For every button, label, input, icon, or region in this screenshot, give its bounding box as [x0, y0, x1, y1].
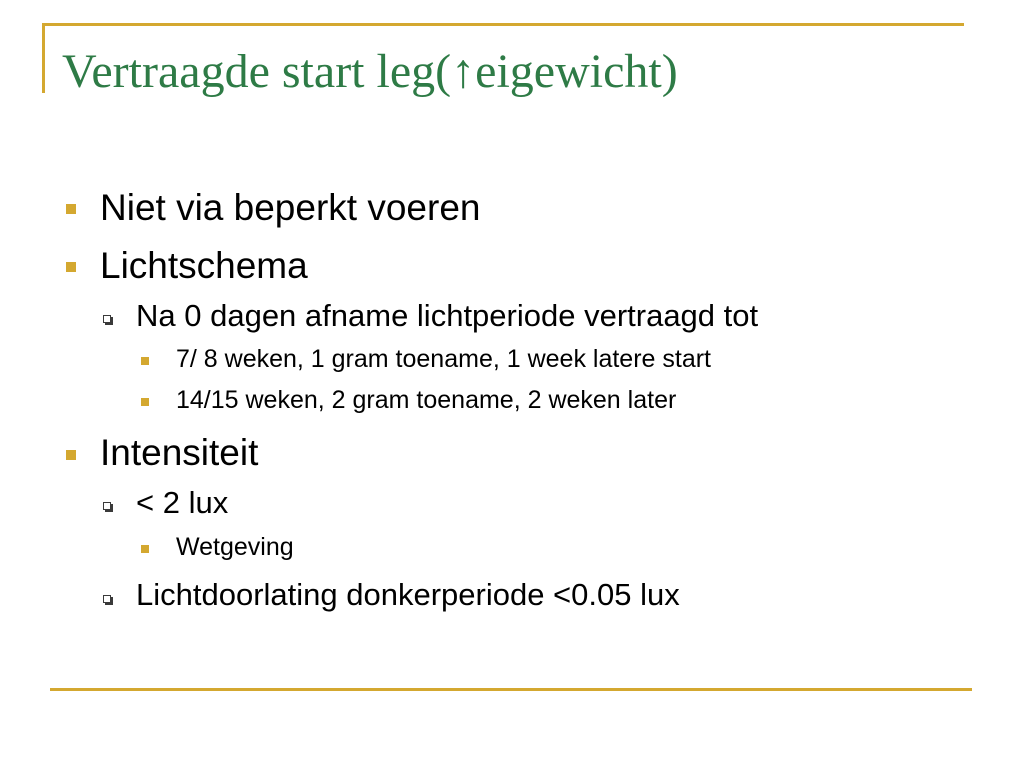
filled-square-bullet-icon	[141, 398, 149, 406]
hollow-square-bullet-icon	[103, 502, 111, 510]
sub-sub-bullet-item: 14/15 weken, 2 gram toename, 2 weken later	[176, 386, 677, 414]
filled-square-bullet-icon	[66, 262, 76, 272]
bullet-item: Intensiteit	[100, 432, 259, 473]
sub-sub-bullet-item: 7/ 8 weken, 1 gram toename, 1 week latere start	[176, 345, 711, 373]
filled-square-bullet-icon	[66, 450, 76, 460]
bullet-item: Lichtschema	[100, 245, 308, 286]
left-accent-line	[42, 23, 45, 93]
filled-square-bullet-icon	[141, 545, 149, 553]
slide-title: Vertraagde start leg(↑eigewicht)	[62, 45, 678, 98]
filled-square-bullet-icon	[66, 204, 76, 214]
sub-sub-bullet-item: Wetgeving	[176, 533, 294, 561]
sub-bullet-item: Na 0 dagen afname lichtperiode vertraagd tot	[136, 298, 759, 333]
top-accent-line	[42, 23, 964, 26]
sub-bullet-item: < 2 lux	[136, 485, 229, 520]
hollow-square-bullet-icon	[103, 315, 111, 323]
hollow-square-bullet-icon	[103, 595, 111, 603]
bullet-item: Niet via beperkt voeren	[100, 187, 481, 228]
sub-bullet-item: Lichtdoorlating donkerperiode <0.05 lux	[136, 577, 680, 612]
filled-square-bullet-icon	[141, 357, 149, 365]
bottom-accent-line	[50, 688, 972, 691]
